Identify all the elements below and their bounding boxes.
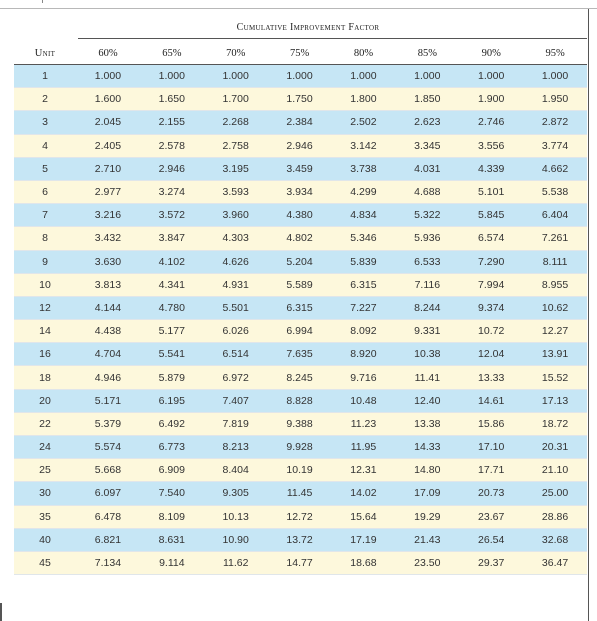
factor-cell: 14.33 <box>395 436 459 459</box>
factor-cell: 6.773 <box>140 436 204 459</box>
factor-cell: 11.23 <box>332 412 396 435</box>
factor-cell: 7.227 <box>332 296 396 319</box>
factor-cell: 10.62 <box>523 296 587 319</box>
factor-cell: 14.02 <box>332 482 396 505</box>
factor-cell: 7.261 <box>523 227 587 250</box>
factor-cell: 25.00 <box>523 482 587 505</box>
factor-cell: 28.86 <box>523 505 587 528</box>
table-row <box>14 366 587 389</box>
factor-cell: 2.710 <box>76 157 140 180</box>
factor-cell: 6.315 <box>268 296 332 319</box>
table-row <box>14 389 587 412</box>
factor-cell: 6.492 <box>140 412 204 435</box>
table-row <box>14 180 587 203</box>
table-row <box>14 551 587 574</box>
factor-cell: 5.879 <box>140 366 204 389</box>
factor-cell: 7.134 <box>76 551 140 574</box>
factor-cell: 3.572 <box>140 204 204 227</box>
factor-cell: 10.90 <box>204 528 268 551</box>
factor-cell: 3.142 <box>332 134 396 157</box>
factor-cell: 2.045 <box>76 111 140 134</box>
table-row <box>14 528 587 551</box>
factor-cell: 13.38 <box>395 412 459 435</box>
factor-cell: 7.994 <box>459 273 523 296</box>
column-header: 80% <box>332 42 396 65</box>
factor-cell: 4.704 <box>76 343 140 366</box>
factor-cell: 2.155 <box>140 111 204 134</box>
table-row <box>14 250 587 273</box>
factor-cell: 7.819 <box>204 412 268 435</box>
header-row <box>14 42 587 65</box>
factor-cell: 4.626 <box>204 250 268 273</box>
factor-cell: 8.245 <box>268 366 332 389</box>
factor-cell: 8.955 <box>523 273 587 296</box>
factor-cell: 1.950 <box>523 88 587 111</box>
factor-cell: 4.303 <box>204 227 268 250</box>
factor-cell: 8.213 <box>204 436 268 459</box>
factor-cell: 6.533 <box>395 250 459 273</box>
factor-cell: 4.031 <box>395 157 459 180</box>
factor-cell: 4.144 <box>76 296 140 319</box>
factor-cell: 3.593 <box>204 180 268 203</box>
unit-cell: 45 <box>14 551 76 574</box>
factor-cell: 6.909 <box>140 459 204 482</box>
factor-cell: 3.960 <box>204 204 268 227</box>
factor-cell: 6.404 <box>523 204 587 227</box>
factor-cell: 4.946 <box>76 366 140 389</box>
factor-cell: 1.900 <box>459 88 523 111</box>
factor-cell: 17.19 <box>332 528 396 551</box>
factor-cell: 9.374 <box>459 296 523 319</box>
factor-cell: 5.574 <box>76 436 140 459</box>
factor-cell: 4.802 <box>268 227 332 250</box>
factor-cell: 3.934 <box>268 180 332 203</box>
factor-cell: 9.114 <box>140 551 204 574</box>
factor-cell: 5.845 <box>459 204 523 227</box>
factor-cell: 6.821 <box>76 528 140 551</box>
factor-cell: 1.850 <box>395 88 459 111</box>
factor-cell: 12.27 <box>523 320 587 343</box>
factor-cell: 1.000 <box>140 65 204 88</box>
factor-cell: 9.331 <box>395 320 459 343</box>
factor-cell: 5.501 <box>204 296 268 319</box>
factor-cell: 12.40 <box>395 389 459 412</box>
factor-cell: 4.380 <box>268 204 332 227</box>
factor-cell: 7.290 <box>459 250 523 273</box>
factor-cell: 5.538 <box>523 180 587 203</box>
factor-cell: 6.574 <box>459 227 523 250</box>
factor-cell: 13.91 <box>523 343 587 366</box>
column-header: 60% <box>76 42 140 65</box>
factor-cell: 17.10 <box>459 436 523 459</box>
factor-cell: 1.000 <box>523 65 587 88</box>
factor-cell: 3.630 <box>76 250 140 273</box>
factor-cell: 10.38 <box>395 343 459 366</box>
factor-cell: 1.650 <box>140 88 204 111</box>
factor-cell: 3.774 <box>523 134 587 157</box>
factor-cell: 6.315 <box>332 273 396 296</box>
factor-cell: 7.407 <box>204 389 268 412</box>
factor-cell: 7.540 <box>140 482 204 505</box>
factor-cell: 8.111 <box>523 250 587 273</box>
factor-cell: 19.29 <box>395 505 459 528</box>
factor-cell: 4.339 <box>459 157 523 180</box>
factor-cell: 3.459 <box>268 157 332 180</box>
factor-cell: 10.72 <box>459 320 523 343</box>
factor-cell: 2.758 <box>204 134 268 157</box>
factor-cell: 4.102 <box>140 250 204 273</box>
factor-cell: 2.384 <box>268 111 332 134</box>
factor-cell: 11.95 <box>332 436 396 459</box>
table-row <box>14 88 587 111</box>
unit-cell: 30 <box>14 482 76 505</box>
unit-cell: 3 <box>14 111 76 134</box>
factor-cell: 10.48 <box>332 389 396 412</box>
factor-cell: 1.000 <box>459 65 523 88</box>
table-row <box>14 412 587 435</box>
factor-cell: 14.61 <box>459 389 523 412</box>
factor-cell: 1.800 <box>332 88 396 111</box>
factor-cell: 6.478 <box>76 505 140 528</box>
factor-cell: 1.000 <box>395 65 459 88</box>
factor-cell: 1.000 <box>76 65 140 88</box>
title-rule <box>78 38 587 39</box>
factor-cell: 1.600 <box>76 88 140 111</box>
factor-cell: 5.541 <box>140 343 204 366</box>
unit-cell: 10 <box>14 273 76 296</box>
unit-cell: 22 <box>14 412 76 435</box>
page-corner-mark <box>42 0 43 3</box>
factor-cell: 4.834 <box>332 204 396 227</box>
factor-cell: 6.994 <box>268 320 332 343</box>
factor-cell: 11.45 <box>268 482 332 505</box>
improvement-factor-table <box>14 42 587 575</box>
factor-cell: 6.026 <box>204 320 268 343</box>
factor-cell: 4.662 <box>523 157 587 180</box>
column-header: 75% <box>268 42 332 65</box>
column-header: 95% <box>523 42 587 65</box>
unit-cell: 24 <box>14 436 76 459</box>
factor-cell: 9.928 <box>268 436 332 459</box>
factor-cell: 2.746 <box>459 111 523 134</box>
factor-cell: 2.405 <box>76 134 140 157</box>
factor-cell: 3.274 <box>140 180 204 203</box>
table-row <box>14 227 587 250</box>
factor-cell: 3.847 <box>140 227 204 250</box>
factor-cell: 20.73 <box>459 482 523 505</box>
factor-cell: 1.000 <box>204 65 268 88</box>
factor-cell: 17.09 <box>395 482 459 505</box>
factor-cell: 2.578 <box>140 134 204 157</box>
factor-cell: 8.404 <box>204 459 268 482</box>
factor-cell: 6.972 <box>204 366 268 389</box>
table-row <box>14 459 587 482</box>
factor-cell: 18.68 <box>332 551 396 574</box>
unit-cell: 9 <box>14 250 76 273</box>
factor-cell: 3.738 <box>332 157 396 180</box>
factor-cell: 9.388 <box>268 412 332 435</box>
factor-cell: 4.780 <box>140 296 204 319</box>
factor-cell: 8.920 <box>332 343 396 366</box>
factor-cell: 7.116 <box>395 273 459 296</box>
factor-cell: 1.700 <box>204 88 268 111</box>
unit-cell: 18 <box>14 366 76 389</box>
factor-cell: 13.33 <box>459 366 523 389</box>
column-header: 90% <box>459 42 523 65</box>
factor-cell: 8.244 <box>395 296 459 319</box>
frame-right-border <box>588 9 589 621</box>
factor-cell: 5.204 <box>268 250 332 273</box>
factor-cell: 2.946 <box>140 157 204 180</box>
factor-cell: 9.305 <box>204 482 268 505</box>
table-row <box>14 296 587 319</box>
factor-cell: 5.668 <box>76 459 140 482</box>
factor-cell: 2.946 <box>268 134 332 157</box>
factor-cell: 13.72 <box>268 528 332 551</box>
factor-cell: 23.50 <box>395 551 459 574</box>
factor-cell: 15.52 <box>523 366 587 389</box>
unit-cell: 1 <box>14 65 76 88</box>
table-row <box>14 505 587 528</box>
factor-cell: 3.432 <box>76 227 140 250</box>
factor-cell: 4.341 <box>140 273 204 296</box>
factor-cell: 10.13 <box>204 505 268 528</box>
table-row <box>14 436 587 459</box>
table-row <box>14 320 587 343</box>
factor-cell: 4.688 <box>395 180 459 203</box>
factor-cell: 14.77 <box>268 551 332 574</box>
table-row <box>14 111 587 134</box>
table-body <box>14 65 587 575</box>
factor-cell: 21.43 <box>395 528 459 551</box>
factor-cell: 3.556 <box>459 134 523 157</box>
factor-cell: 5.936 <box>395 227 459 250</box>
unit-cell: 4 <box>14 134 76 157</box>
factor-cell: 2.623 <box>395 111 459 134</box>
factor-cell: 15.86 <box>459 412 523 435</box>
factor-cell: 20.31 <box>523 436 587 459</box>
unit-cell: 16 <box>14 343 76 366</box>
column-header: 70% <box>204 42 268 65</box>
factor-cell: 17.71 <box>459 459 523 482</box>
factor-cell: 7.635 <box>268 343 332 366</box>
table-row <box>14 482 587 505</box>
factor-cell: 17.13 <box>523 389 587 412</box>
factor-cell: 23.67 <box>459 505 523 528</box>
column-header: 65% <box>140 42 204 65</box>
unit-cell: 2 <box>14 88 76 111</box>
factor-cell: 36.47 <box>523 551 587 574</box>
factor-cell: 8.828 <box>268 389 332 412</box>
factor-cell: 3.195 <box>204 157 268 180</box>
factor-cell: 5.171 <box>76 389 140 412</box>
table-row <box>14 204 587 227</box>
factor-cell: 1.000 <box>332 65 396 88</box>
factor-cell: 4.299 <box>332 180 396 203</box>
factor-cell: 10.19 <box>268 459 332 482</box>
unit-cell: 14 <box>14 320 76 343</box>
factor-cell: 1.000 <box>268 65 332 88</box>
factor-cell: 5.839 <box>332 250 396 273</box>
factor-cell: 12.04 <box>459 343 523 366</box>
factor-cell: 8.109 <box>140 505 204 528</box>
factor-cell: 5.177 <box>140 320 204 343</box>
unit-cell: 7 <box>14 204 76 227</box>
factor-cell: 15.64 <box>332 505 396 528</box>
unit-cell: 35 <box>14 505 76 528</box>
factor-cell: 2.872 <box>523 111 587 134</box>
unit-cell: 20 <box>14 389 76 412</box>
factor-cell: 2.977 <box>76 180 140 203</box>
factor-cell: 21.10 <box>523 459 587 482</box>
factor-cell: 4.931 <box>204 273 268 296</box>
column-header: 85% <box>395 42 459 65</box>
factor-cell: 32.68 <box>523 528 587 551</box>
table-row <box>14 157 587 180</box>
table-row <box>14 134 587 157</box>
factor-cell: 29.37 <box>459 551 523 574</box>
unit-cell: 5 <box>14 157 76 180</box>
factor-cell: 5.589 <box>268 273 332 296</box>
table-row <box>14 343 587 366</box>
factor-cell: 6.195 <box>140 389 204 412</box>
factor-cell: 5.379 <box>76 412 140 435</box>
unit-cell: 40 <box>14 528 76 551</box>
frame-left-border <box>0 603 2 621</box>
factor-cell: 3.345 <box>395 134 459 157</box>
unit-cell: 6 <box>14 180 76 203</box>
factor-cell: 11.41 <box>395 366 459 389</box>
table-row <box>14 65 587 88</box>
factor-cell: 6.514 <box>204 343 268 366</box>
factor-cell: 12.31 <box>332 459 396 482</box>
factor-cell: 4.438 <box>76 320 140 343</box>
factor-cell: 5.346 <box>332 227 396 250</box>
factor-cell: 9.716 <box>332 366 396 389</box>
factor-cell: 5.322 <box>395 204 459 227</box>
factor-cell: 6.097 <box>76 482 140 505</box>
factor-cell: 5.101 <box>459 180 523 203</box>
factor-cell: 3.216 <box>76 204 140 227</box>
factor-cell: 3.813 <box>76 273 140 296</box>
factor-cell: 2.502 <box>332 111 396 134</box>
factor-cell: 2.268 <box>204 111 268 134</box>
factor-cell: 26.54 <box>459 528 523 551</box>
factor-cell: 8.092 <box>332 320 396 343</box>
unit-cell: 12 <box>14 296 76 319</box>
factor-cell: 1.750 <box>268 88 332 111</box>
factor-cell: 11.62 <box>204 551 268 574</box>
factor-cell: 8.631 <box>140 528 204 551</box>
table-title: Cumulative Improvement Factor <box>236 22 380 33</box>
unit-cell: 8 <box>14 227 76 250</box>
table-row <box>14 273 587 296</box>
column-header-unit: Unit <box>14 42 76 65</box>
unit-cell: 25 <box>14 459 76 482</box>
factor-cell: 12.72 <box>268 505 332 528</box>
factor-cell: 14.80 <box>395 459 459 482</box>
factor-cell: 18.72 <box>523 412 587 435</box>
